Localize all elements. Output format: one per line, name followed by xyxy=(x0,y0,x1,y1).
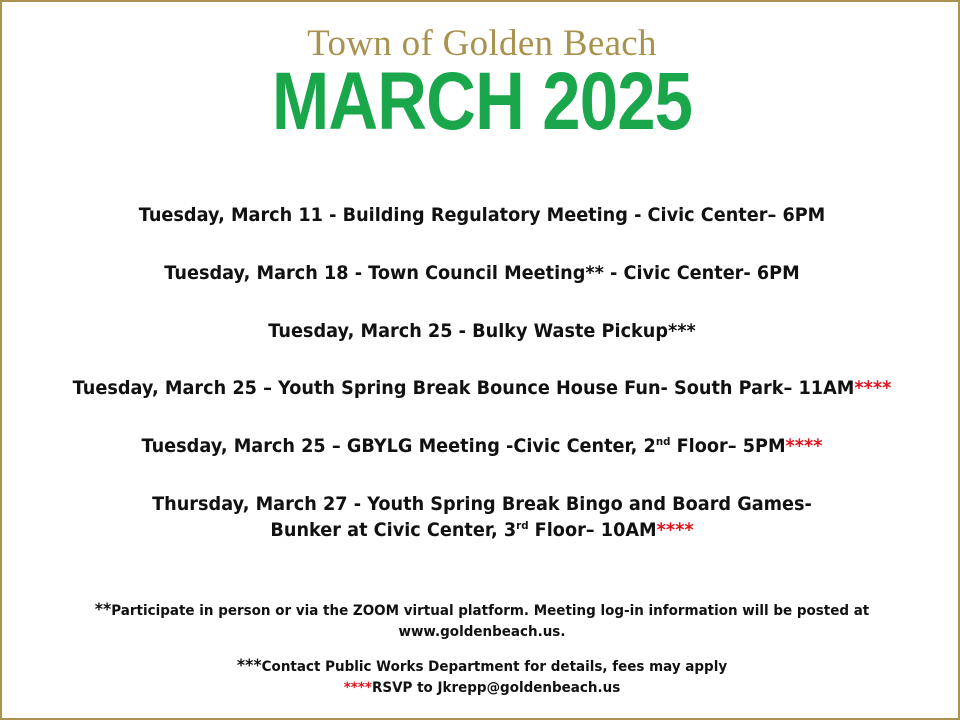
event-item xyxy=(36,491,929,543)
event-text: Tuesday, March 25 – Youth Spring Break Bounce House Fun- South Park– 11AM xyxy=(72,377,855,399)
event-item xyxy=(36,318,929,344)
footnote-mark: ** xyxy=(94,600,112,620)
rsvp-footnote xyxy=(36,678,929,699)
event-text: Tuesday, March 25 - Bulky Waste Pickup*** xyxy=(268,320,696,342)
event-text-end: Floor– 10AM xyxy=(528,519,657,541)
website-link[interactable]: www.goldenbeach.us. xyxy=(398,624,566,640)
event-text: Tuesday, March 18 - Town Council Meeting** - Civic Center- 6PM xyxy=(164,262,800,284)
event-item xyxy=(36,260,929,286)
event-text: Tuesday, March 11 - Building Regulatory Meeting - Civic Center– 6PM xyxy=(138,204,826,226)
zoom-footnote xyxy=(36,600,929,643)
month-title: MARCH 2025 xyxy=(271,56,693,147)
event-text: Tuesday, March 25 – GBYLG Meeting -Civic Center, 2 xyxy=(141,435,656,457)
rsvp-asterisks: **** xyxy=(785,435,823,457)
event-item xyxy=(36,433,929,459)
event-item xyxy=(36,375,929,401)
ordinal-suffix: nd xyxy=(655,435,671,448)
event-text: Bunker at Civic Center, 3 xyxy=(270,519,517,541)
rsvp-asterisks: **** xyxy=(656,519,694,541)
ordinal-suffix: rd xyxy=(516,519,529,532)
event-text-end: Floor– 5PM xyxy=(670,435,786,457)
footnote-text: Participate in person or via the ZOOM virtual platform. Meeting log-in information will be posted at xyxy=(111,603,870,619)
footnote-mark: **** xyxy=(343,680,372,696)
rsvp-email[interactable]: RSVP to Jkrepp@goldenbeach.us xyxy=(371,680,621,696)
rsvp-asterisks: **** xyxy=(854,377,892,399)
event-item xyxy=(36,202,929,228)
footnote-mark: *** xyxy=(236,656,262,676)
public-works-footnote xyxy=(36,656,929,678)
town-name: Town of Golden Beach xyxy=(307,23,657,64)
event-text-line1: Thursday, March 27 - Youth Spring Break Bingo and Board Games- xyxy=(152,493,812,515)
footnote-text: Contact Public Works Department for details, fees may apply xyxy=(261,659,728,675)
event-text-line2 xyxy=(36,517,929,543)
